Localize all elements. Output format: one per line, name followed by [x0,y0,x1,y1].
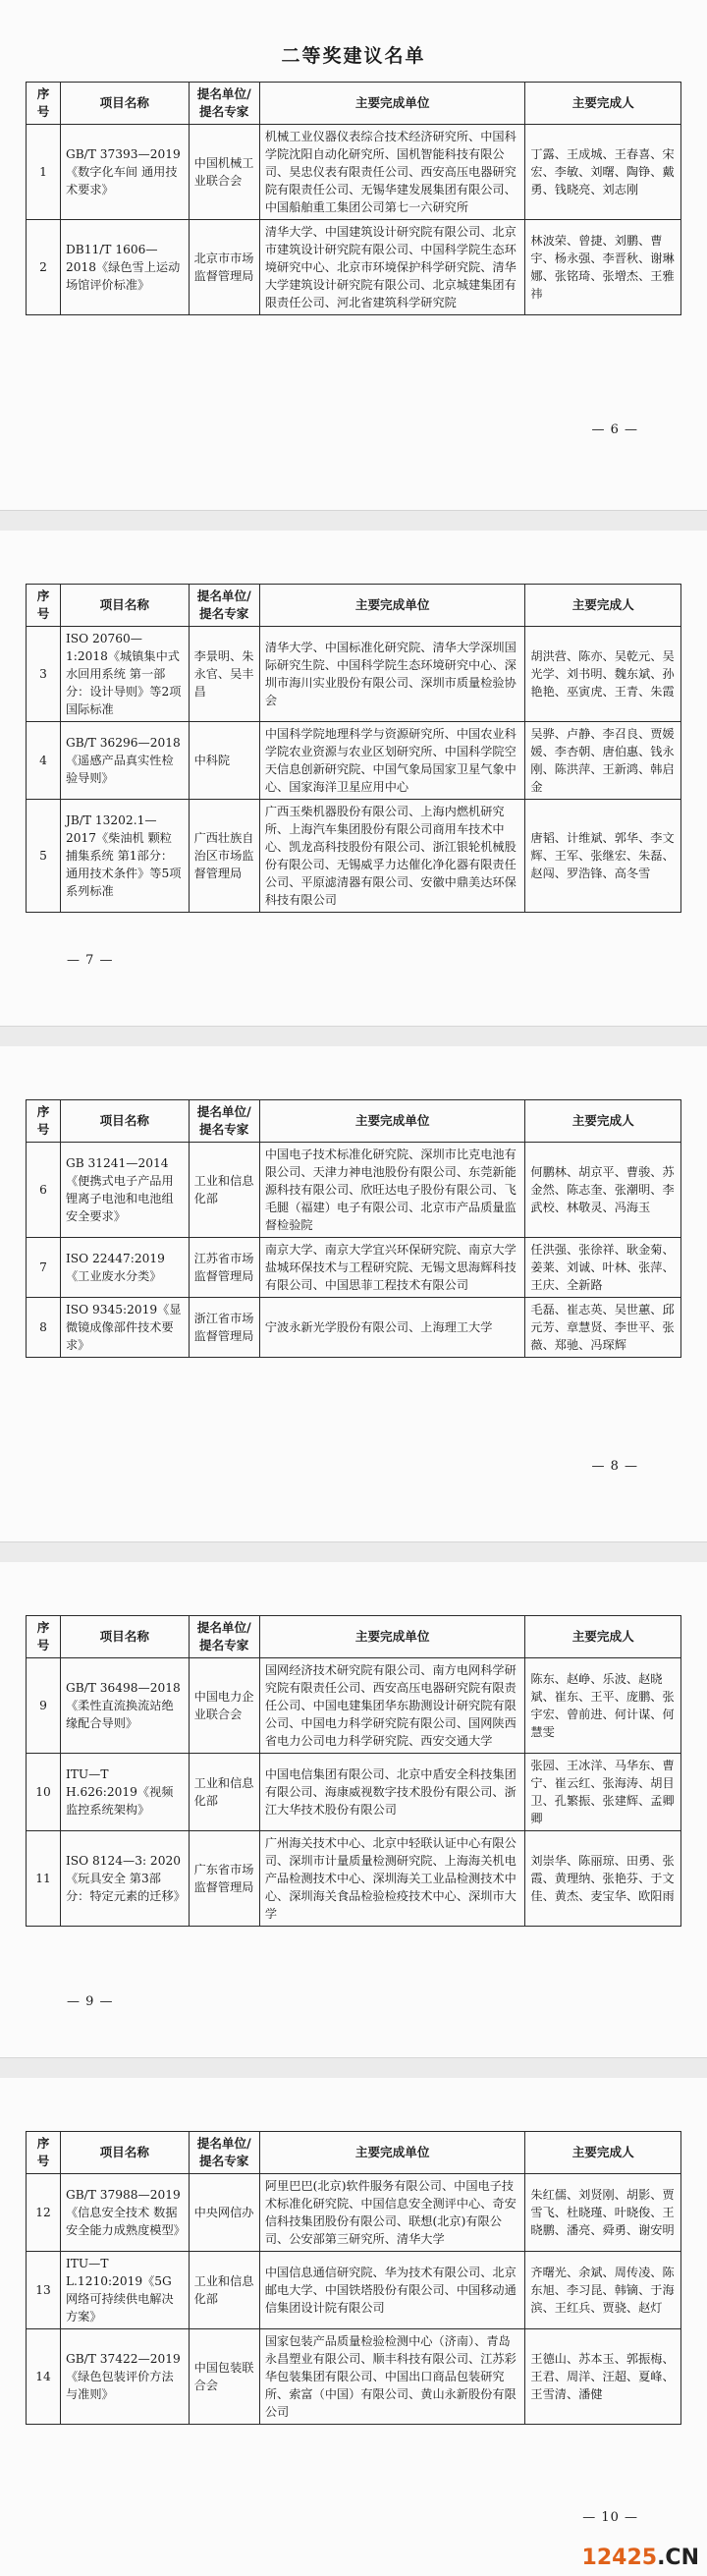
cell-persons: 胡洪营、陈亦、吴乾元、吴光学、刘书明、魏东斌、孙艳艳、巫寅虎、王青、朱霞 [525,627,681,722]
document-page [0,2078,707,2576]
table-row [27,627,681,722]
page-number: — 7 — [67,953,114,968]
cell-nominator: 工业和信息化部 [189,1143,259,1238]
page-number: — 9 — [67,1994,114,2009]
cell-units: 宁波永新光学股份有限公司、上海理工大学 [259,1298,525,1358]
cell-project: GB/T 36296—2018《遥感产品真实性检验导则》 [60,722,189,800]
table-row [27,2329,681,2425]
table-header-row [27,1100,681,1143]
cell-persons: 何鹏林、胡京平、曹骏、苏金然、陈志奎、张潮明、李武校、林敬灵、冯海玉 [525,1143,681,1238]
cell-seq: 9 [27,1658,61,1754]
table-row [27,722,681,800]
cell-persons: 刘崇华、陈丽琼、田勇、张霞、黄理纳、张艳芬、于文佳、黄杰、麦宝华、欧阳雨 [525,1831,681,1927]
cell-seq: 5 [27,800,61,913]
cell-persons: 丁露、王成城、王春喜、宋宏、李敏、刘曙、陶铮、戴勇、钱晓亮、刘志刚 [525,125,681,220]
cell-nominator: 浙江省市场监督管理局 [189,1298,259,1358]
cell-seq: 7 [27,1238,61,1298]
table-header-row [27,1616,681,1658]
page-number: — 10 — [582,2510,638,2525]
table-row [27,2174,681,2252]
cell-seq: 1 [27,125,61,220]
cell-seq: 13 [27,2252,61,2329]
award-table [26,1099,681,1358]
cell-persons: 朱红儒、刘贤刚、胡影、贾雪飞、杜晓瑾、叶晓俊、王晓鹏、潘亮、舜勇、谢安明 [525,2174,681,2252]
header-units: 主要完成单位 [259,2132,525,2174]
page-number: — 6 — [591,422,638,437]
cell-project: GB 31241—2014《便携式电子产品用锂离子电池和电池组 安全要求》 [60,1143,189,1238]
cell-persons: 唐韬、计维斌、郭华、李文辉、王军、张继宏、朱磊、赵闯、罗浩锋、高冬雪 [525,800,681,913]
cell-persons: 吴骅、卢静、李召良、贾媛媛、李杏朝、唐伯惠、钱永刚、陈洪萍、王新鸿、韩启金 [525,722,681,800]
cell-nominator: 李景明、朱永官、吴丰昌 [189,627,259,722]
page-number: — 8 — [591,1459,638,1474]
table-row [27,1831,681,1927]
cell-project: GB/T 36498—2018《柔性直流换流站绝缘配合导则》 [60,1658,189,1754]
cell-units: 中国科学院地理科学与资源研究所、中国农业科学院农业资源与农业区划研究所、中国科学院空天信息创新研究院、中国气象局国家卫星气象中心、国家海洋卫星应用中心 [259,722,525,800]
cell-units: 广州海关技术中心、北京中轻联认证中心有限公司、深圳市计量质量检测研究院、上海海关机电产品检测技术中心、深圳海关工业品检测技术中心、深圳海关食品检验检疫技术中心、深圳市大学 [259,1831,525,1927]
cell-nominator: 工业和信息化部 [189,1754,259,1831]
cell-nominator: 中国机械工业联合会 [189,125,259,220]
award-table [26,1615,681,1927]
cell-seq: 4 [27,722,61,800]
header-seq: 序号 [27,1616,61,1658]
document-page [0,531,707,1027]
cell-seq: 3 [27,627,61,722]
cell-nominator: 广西壮族自治区市场监督管理局 [189,800,259,913]
cell-units: 阿里巴巴(北京)软件服务有限公司、中国电子技术标准化研究院、中国信息安全测评中心、奇安信科技集团股份有限公司、联想(北京)有限公司、公安部第三研究所、清华大学 [259,2174,525,2252]
header-seq: 序号 [27,2132,61,2174]
header-project: 项目名称 [60,585,189,627]
cell-units: 南京大学、南京大学宜兴环保研究院、南京大学盐城环保技术与工程研究院、无锡文思海辉科技有限公司、中国思菲工程技术有限公司 [259,1238,525,1298]
header-project: 项目名称 [60,1616,189,1658]
header-persons: 主要完成人 [525,585,681,627]
header-units: 主要完成单位 [259,585,525,627]
table-header-row [27,585,681,627]
header-project: 项目名称 [60,2132,189,2174]
cell-nominator: 中国包装联合会 [189,2329,259,2425]
header-seq: 序号 [27,83,61,125]
header-nominator: 提名单位/提名专家 [189,83,259,125]
header-persons: 主要完成人 [525,83,681,125]
table-row [27,1238,681,1298]
cell-persons: 陈东、赵峥、乐波、赵晓斌、崔东、王平、庞鹏、张宇宏、曾前进、何计谋、何慧雯 [525,1658,681,1754]
cell-nominator: 中国电力企业联合会 [189,1658,259,1754]
table-row [27,1143,681,1238]
cell-persons: 王德山、苏本玉、郭振梅、王君、周洋、汪超、夏峰、王雪清、潘健 [525,2329,681,2425]
cell-units: 中国电子技术标准化研究院、深圳市比克电池有限公司、天津力神电池股份有限公司、东莞新能源科技有限公司、欣旺达电子股份有限公司、飞毛腿（福建）电子有限公司、北京市产品质量监督检验院 [259,1143,525,1238]
table-row [27,220,681,315]
table-row [27,800,681,913]
table-row [27,125,681,220]
cell-project: DB11/T 1606—2018《绿色雪上运动场馆评价标准》 [60,220,189,315]
cell-seq: 11 [27,1831,61,1927]
cell-units: 清华大学、中国标准化研究院、清华大学深圳国际研究生院、中国科学院生态环境研究中心、深圳市海川实业股份有限公司、深圳市质量检验协会 [259,627,525,722]
cell-persons: 张园、王冰洋、马华东、曹宁、崔云红、张海涛、胡目卫、孔繁振、张建辉、孟卿卿 [525,1754,681,1831]
cell-seq: 14 [27,2329,61,2425]
award-table [26,82,681,315]
cell-persons: 任洪强、张徐祥、耿金菊、姜莱、刘诚、叶林、张萍、王庆、全新路 [525,1238,681,1298]
document-page [0,0,707,511]
cell-seq: 8 [27,1298,61,1358]
table-header-row [27,83,681,125]
site-watermark: 12425.CN [581,2546,699,2570]
header-project: 项目名称 [60,1100,189,1143]
header-persons: 主要完成人 [525,2132,681,2174]
cell-units: 中国信息通信研究院、华为技术有限公司、北京邮电大学、中国铁塔股份有限公司、中国移动通信集团设计院有限公司 [259,2252,525,2329]
cell-project: GB/T 37393—2019《数字化车间 通用技术要求》 [60,125,189,220]
header-units: 主要完成单位 [259,83,525,125]
cell-units: 清华大学、中国建筑设计研究院有限公司、北京市建筑设计研究院有限公司、中国科学院生态环境研究中心、北京市环境保护科学研究院、清华大学建筑设计研究院有限公司、北京城建集团有限责任公司、河北省建筑科学研究院 [259,220,525,315]
header-nominator: 提名单位/提名专家 [189,1100,259,1143]
cell-units: 机械工业仪器仪表综合技术经济研究所、中国科学院沈阳自动化研究所、国机智能科技有限公司、昊忠仪表有限责任公司、西安高压电器研究院有限责任公司、无锡华建发展集团有限公司、中国船舶重工集团公司第七一六研究所 [259,125,525,220]
cell-seq: 2 [27,220,61,315]
table-row [27,1658,681,1754]
cell-project: ITU—T L.1210:2019《5G网络可持续供电解决方案》 [60,2252,189,2329]
table-row [27,1298,681,1358]
table-header-row [27,2132,681,2174]
cell-nominator: 江苏省市场监督管理局 [189,1238,259,1298]
document-page [0,1562,707,2058]
table-row [27,2252,681,2329]
header-units: 主要完成单位 [259,1616,525,1658]
cell-project: GB/T 37422—2019《绿色包装评价方法与准则》 [60,2329,189,2425]
header-nominator: 提名单位/提名专家 [189,2132,259,2174]
header-nominator: 提名单位/提名专家 [189,585,259,627]
cell-units: 国家包装产品质量检验检测中心（济南）、青岛永昌塑业有限公司、顺丰科技有限公司、江苏彩华包装集团有限公司、中国出口商品包装研究所、索富（中国）有限公司、黄山永新股份有限公司 [259,2329,525,2425]
cell-persons: 毛磊、崔志英、吴世蕙、邱元芳、章慧贤、李世平、张薇、郑驰、冯琛辉 [525,1298,681,1358]
cell-project: ISO 22447:2019《工业废水分类》 [60,1238,189,1298]
header-project: 项目名称 [60,83,189,125]
cell-seq: 12 [27,2174,61,2252]
cell-nominator: 广东省市场监督管理局 [189,1831,259,1927]
header-units: 主要完成单位 [259,1100,525,1143]
page-title: 二等奖建议名单 [281,45,426,67]
cell-project: ITU—T H.626:2019《视频监控系统架构》 [60,1754,189,1831]
cell-nominator: 北京市市场监督管理局 [189,220,259,315]
header-persons: 主要完成人 [525,1616,681,1658]
cell-nominator: 中央网信办 [189,2174,259,2252]
cell-seq: 6 [27,1143,61,1238]
cell-persons: 林波荣、曾捷、刘鹏、曹宇、杨永强、李晋秋、谢琳娜、张铭琦、张增杰、王雅祎 [525,220,681,315]
table-row [27,1754,681,1831]
cell-units: 国网经济技术研究院有限公司、南方电网科学研究院有限责任公司、西安高压电器研究院有限责任公司、中国电建集团华东勘测设计研究院有限公司、中国电力科学研究院有限公司、国网陕西省电力公司电力科学研究院、西安交通大学 [259,1658,525,1754]
header-seq: 序号 [27,585,61,627]
award-table [26,584,681,913]
cell-project: ISO 20760—1:2018《城镇集中式水回用系统 第一部分：设计导则》等2项国际标准 [60,627,189,722]
cell-project: ISO 9345:2019《显微镜成像部件技术要求》 [60,1298,189,1358]
cell-project: ISO 8124—3: 2020《玩具安全 第3部分：特定元素的迁移》 [60,1831,189,1927]
cell-units: 广西玉柴机器股份有限公司、上海内燃机研究所、上海汽车集团股份有限公司商用车技术中心、凯龙高科技股份有限公司、浙江银轮机械股份有限公司、无锡威孚力达催化净化器有限责任公司、平原滤清器有限公司、安徽中鼎美达环保科技有限公司 [259,800,525,913]
document-page [0,1046,707,1542]
cell-project: JB/T 13202.1—2017《柴油机 颗粒捕集系统 第1部分：通用技术条件》等5项系列标准 [60,800,189,913]
cell-project: GB/T 37988—2019《信息安全技术 数据安全能力成熟度模型》 [60,2174,189,2252]
header-nominator: 提名单位/提名专家 [189,1616,259,1658]
cell-units: 中国电信集团有限公司、北京中盾安全科技集团有限公司、海康威视数字技术股份有限公司、浙江大华技术股份有限公司 [259,1754,525,1831]
cell-persons: 齐曙光、余斌、周传凌、陈东旭、李习昆、韩镝、于海滨、王红兵、贾骁、赵灯 [525,2252,681,2329]
header-persons: 主要完成人 [525,1100,681,1143]
cell-seq: 10 [27,1754,61,1831]
cell-nominator: 工业和信息化部 [189,2252,259,2329]
cell-nominator: 中科院 [189,722,259,800]
header-seq: 序号 [27,1100,61,1143]
award-table [26,2131,681,2425]
